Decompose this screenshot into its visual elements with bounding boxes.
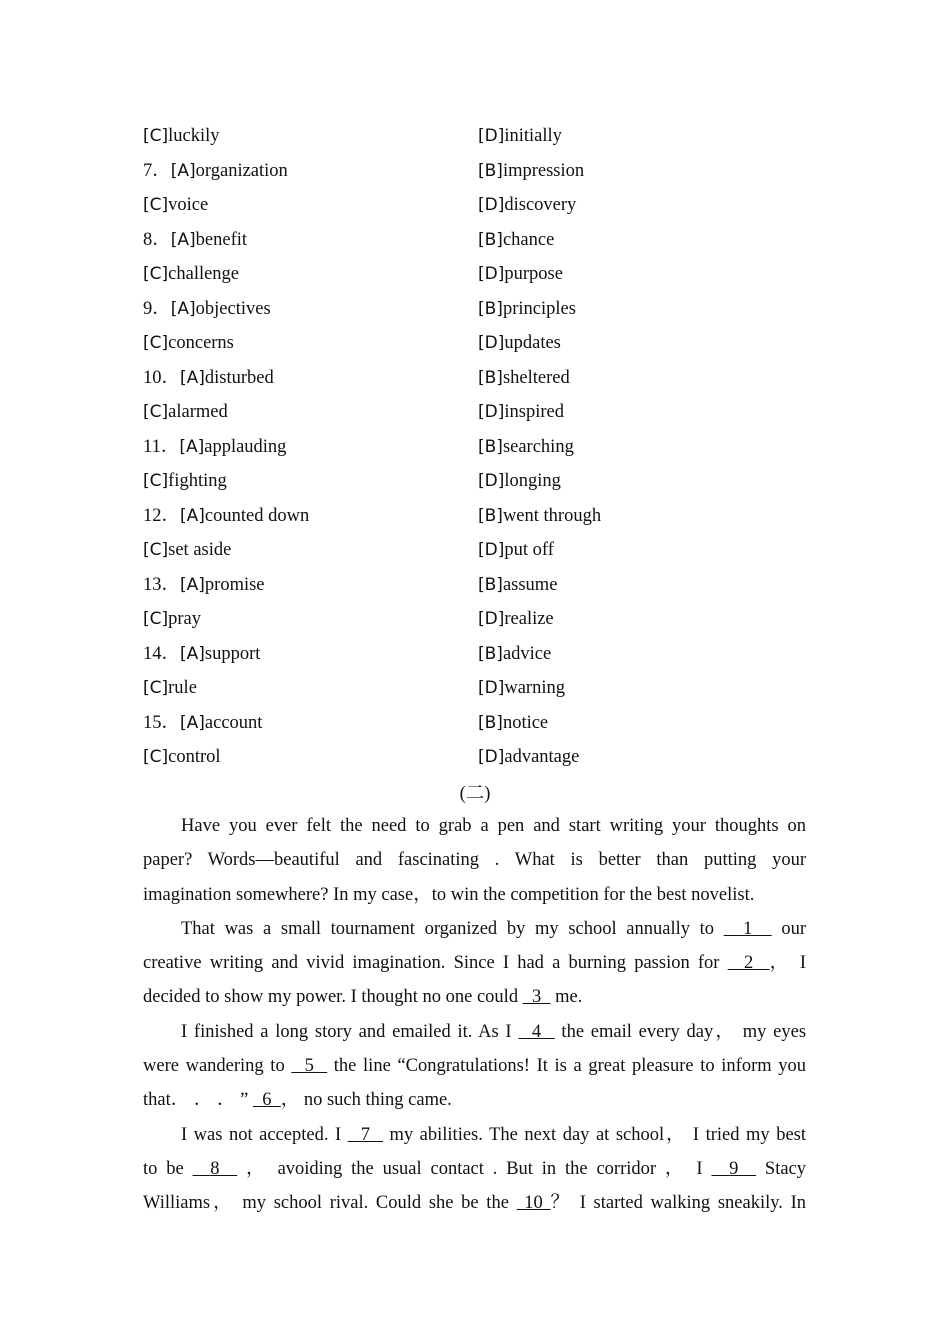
option-right bbox=[478, 260, 563, 288]
option-text: fighting bbox=[168, 471, 227, 491]
question-number: 12． bbox=[143, 505, 181, 526]
option-left bbox=[143, 640, 260, 668]
option-text: account bbox=[204, 712, 263, 733]
option-right bbox=[478, 295, 576, 323]
answer-blank bbox=[711, 1159, 756, 1179]
answer-blank bbox=[291, 1056, 327, 1076]
text-segment: were wandering to bbox=[143, 1056, 292, 1077]
option-left bbox=[143, 295, 271, 323]
option-right bbox=[478, 743, 579, 771]
option-row bbox=[143, 122, 813, 157]
option-text: notice bbox=[502, 712, 549, 733]
option-letter: [B] bbox=[478, 436, 503, 457]
paragraph bbox=[143, 1017, 806, 1120]
option-row bbox=[143, 260, 813, 295]
option-text: disturbed bbox=[204, 367, 274, 388]
question-number: 7． bbox=[143, 160, 171, 181]
option-text: sheltered bbox=[502, 367, 570, 388]
answer-blank bbox=[253, 1090, 281, 1110]
option-text: advice bbox=[502, 643, 552, 664]
section-title: (二) bbox=[459, 784, 491, 804]
option-right bbox=[478, 122, 562, 150]
option-letter: [A] bbox=[179, 436, 205, 457]
option-letter: [C] bbox=[143, 333, 169, 353]
option-row bbox=[143, 329, 813, 364]
text-line bbox=[143, 880, 806, 914]
option-row bbox=[143, 467, 813, 502]
option-letter: [A] bbox=[170, 229, 196, 250]
text-line bbox=[143, 1120, 806, 1154]
question-number: 15． bbox=[143, 712, 181, 733]
option-letter: [B] bbox=[478, 505, 503, 526]
answer-blank bbox=[517, 1193, 551, 1213]
option-letter: [C] bbox=[143, 126, 169, 146]
option-left bbox=[143, 191, 208, 219]
option-text: challenge bbox=[168, 264, 240, 284]
option-text: searching bbox=[502, 436, 574, 457]
option-letter: [C] bbox=[143, 402, 169, 422]
option-text: support bbox=[204, 643, 261, 664]
text-segment: decided to show my power. I thought no one could bbox=[143, 987, 523, 1008]
answer-blank bbox=[193, 1159, 238, 1179]
text-segment: that． ． ． ” bbox=[143, 1090, 253, 1111]
answer-blank bbox=[518, 1022, 554, 1042]
option-left bbox=[143, 605, 201, 633]
option-letter: [B] bbox=[478, 298, 503, 319]
text-segment: ， avoiding the usual contact . But in the corridor ， I bbox=[237, 1158, 712, 1179]
option-text: put off bbox=[504, 540, 554, 560]
option-letter: [D] bbox=[478, 678, 505, 698]
option-right bbox=[478, 640, 551, 668]
option-left bbox=[143, 709, 262, 737]
option-text: impression bbox=[502, 160, 585, 181]
option-left bbox=[143, 467, 227, 495]
option-letter: [D] bbox=[478, 333, 505, 353]
text-segment: the email every day， my eyes bbox=[554, 1021, 807, 1042]
option-row bbox=[143, 226, 813, 261]
option-letter: [B] bbox=[478, 643, 503, 664]
option-row bbox=[143, 191, 813, 226]
text-segment: Stacy bbox=[756, 1158, 807, 1179]
option-text: discovery bbox=[504, 195, 577, 215]
text-segment: creative writing and vivid imagination. Since I had a burning passion for bbox=[143, 953, 728, 974]
text-segment: the line “Congratulations! It is a great pleasure to inform you bbox=[327, 1056, 807, 1077]
option-left bbox=[143, 260, 239, 288]
text-segment: imagination somewhere? In my case，to win the competition for the best novelist. bbox=[143, 884, 755, 905]
option-left bbox=[143, 674, 197, 702]
blank-number: 7 bbox=[360, 1124, 370, 1145]
option-text: luckily bbox=[168, 126, 220, 146]
option-right bbox=[478, 571, 557, 599]
option-letter: [C] bbox=[143, 747, 169, 767]
option-letter: [A] bbox=[180, 505, 205, 526]
option-row bbox=[143, 709, 813, 744]
option-text: chance bbox=[502, 229, 555, 250]
option-right bbox=[478, 157, 584, 185]
option-text: set aside bbox=[168, 540, 232, 560]
option-text: control bbox=[168, 747, 221, 767]
blank-number: 5 bbox=[304, 1056, 314, 1077]
option-text: alarmed bbox=[168, 402, 228, 422]
blank-number: 4 bbox=[531, 1021, 542, 1042]
option-text: concerns bbox=[168, 333, 234, 353]
text-segment: our bbox=[771, 918, 806, 939]
text-segment: ？ I started walking sneakily. In bbox=[550, 1193, 807, 1214]
option-text: objectives bbox=[195, 298, 271, 319]
option-left bbox=[143, 743, 221, 771]
option-left bbox=[143, 571, 265, 599]
option-letter: [D] bbox=[478, 471, 505, 491]
option-text: benefit bbox=[195, 229, 248, 250]
blank-number: 1 bbox=[743, 918, 753, 939]
option-letter: [C] bbox=[143, 195, 169, 215]
text-segment: me. bbox=[550, 987, 583, 1008]
paragraph bbox=[143, 1120, 806, 1223]
text-line bbox=[143, 845, 806, 879]
option-row bbox=[143, 536, 813, 571]
option-letter: [A] bbox=[180, 712, 205, 733]
option-right bbox=[478, 709, 548, 737]
option-right bbox=[478, 191, 576, 219]
text-line bbox=[143, 1154, 806, 1188]
option-left bbox=[143, 536, 231, 564]
option-left bbox=[143, 364, 274, 392]
text-line bbox=[143, 1085, 806, 1119]
text-line bbox=[143, 811, 806, 845]
option-row bbox=[143, 605, 813, 640]
text-line bbox=[143, 914, 806, 948]
option-letter: [C] bbox=[143, 264, 169, 284]
option-text: counted down bbox=[204, 505, 310, 526]
text-segment: to be bbox=[143, 1158, 193, 1179]
option-text: warning bbox=[504, 678, 565, 698]
blank-number: 9 bbox=[729, 1158, 739, 1179]
answer-blank bbox=[728, 953, 770, 973]
option-text: longing bbox=[504, 471, 561, 491]
question-number: 13． bbox=[143, 574, 181, 595]
text-line bbox=[143, 1017, 806, 1051]
option-letter: [A] bbox=[170, 298, 196, 319]
option-text: voice bbox=[168, 195, 209, 215]
blank-number: 3 bbox=[531, 987, 542, 1008]
option-left bbox=[143, 502, 309, 530]
blank-number: 10 bbox=[524, 1193, 543, 1214]
option-letter: [D] bbox=[478, 126, 505, 146]
text-line bbox=[143, 1051, 806, 1085]
question-number: 10． bbox=[143, 367, 181, 388]
option-text: advantage bbox=[504, 747, 580, 767]
option-letter: [D] bbox=[478, 264, 505, 284]
option-letter: [D] bbox=[478, 402, 505, 422]
option-left bbox=[143, 433, 286, 461]
text-segment: paper? Words—beautiful and fascinating . What is better than putting your bbox=[143, 850, 806, 871]
option-letter: [C] bbox=[143, 540, 169, 560]
text-segment: Have you ever felt the need to grab a pen and start writing your thoughts on bbox=[181, 816, 806, 836]
question-number: 14． bbox=[143, 643, 181, 664]
option-text: applauding bbox=[204, 436, 287, 457]
option-row bbox=[143, 364, 813, 399]
text-line bbox=[143, 1188, 806, 1222]
option-text: pray bbox=[168, 609, 202, 629]
option-right bbox=[478, 364, 570, 392]
text-line bbox=[143, 948, 806, 982]
option-right bbox=[478, 467, 561, 495]
blank-number: 6 bbox=[262, 1090, 272, 1111]
option-right bbox=[478, 536, 554, 564]
option-left bbox=[143, 398, 228, 426]
option-text: went through bbox=[502, 505, 602, 526]
option-letter: [B] bbox=[478, 229, 503, 250]
option-text: realize bbox=[504, 609, 554, 629]
answer-blank bbox=[348, 1125, 383, 1145]
option-letter: [B] bbox=[478, 712, 503, 733]
text-segment: Williams， my school rival. Could she be the bbox=[143, 1193, 517, 1214]
option-right bbox=[478, 605, 554, 633]
question-number: 8． bbox=[143, 229, 171, 250]
text-segment: That was a small tournament organized by my school annually to bbox=[181, 918, 724, 939]
text-line bbox=[143, 982, 806, 1016]
option-letter: [A] bbox=[180, 643, 205, 664]
blank-number: 8 bbox=[210, 1158, 220, 1179]
answer-blank bbox=[724, 919, 772, 939]
option-left bbox=[143, 329, 234, 357]
blank-number: 2 bbox=[744, 953, 754, 974]
question-number: 11． bbox=[143, 436, 180, 457]
option-letter: [A] bbox=[170, 160, 196, 181]
option-right bbox=[478, 398, 564, 426]
option-right bbox=[478, 502, 601, 530]
paragraph bbox=[143, 914, 806, 1017]
paragraph bbox=[143, 811, 806, 914]
option-left bbox=[143, 122, 220, 150]
option-letter: [B] bbox=[478, 574, 503, 595]
option-text: promise bbox=[204, 574, 265, 595]
option-letter: [C] bbox=[143, 471, 169, 491]
option-row bbox=[143, 571, 813, 606]
option-letter: [C] bbox=[143, 609, 169, 629]
option-row bbox=[143, 674, 813, 709]
option-letter: [D] bbox=[478, 540, 505, 560]
option-letter: [D] bbox=[478, 747, 505, 767]
option-text: updates bbox=[504, 333, 561, 353]
cloze-passage bbox=[143, 811, 806, 1223]
option-row bbox=[143, 502, 813, 537]
option-text: initially bbox=[504, 126, 562, 146]
option-letter: [D] bbox=[478, 195, 505, 215]
option-row bbox=[143, 743, 813, 778]
option-left bbox=[143, 157, 288, 185]
text-segment: ， no such thing came. bbox=[280, 1090, 452, 1111]
option-row bbox=[143, 433, 813, 468]
option-right bbox=[478, 674, 565, 702]
option-letter: [A] bbox=[180, 574, 205, 595]
text-segment: ， I bbox=[769, 953, 806, 974]
text-segment: my abilities. The next day at school， I tried my best bbox=[383, 1124, 806, 1145]
option-text: assume bbox=[502, 574, 558, 595]
option-letter: [B] bbox=[478, 367, 503, 388]
option-row bbox=[143, 295, 813, 330]
option-letter: [D] bbox=[478, 609, 505, 629]
option-right bbox=[478, 226, 554, 254]
option-letter: [A] bbox=[180, 367, 205, 388]
option-letter: [B] bbox=[478, 160, 503, 181]
option-left bbox=[143, 226, 247, 254]
option-letter: [C] bbox=[143, 678, 169, 698]
option-text: inspired bbox=[504, 402, 564, 422]
answer-blank bbox=[523, 987, 551, 1007]
option-right bbox=[478, 329, 561, 357]
text-segment: I was not accepted. I bbox=[181, 1124, 348, 1145]
option-right bbox=[478, 433, 574, 461]
option-text: principles bbox=[502, 298, 576, 319]
option-row bbox=[143, 398, 813, 433]
option-row bbox=[143, 640, 813, 675]
option-text: rule bbox=[168, 678, 197, 698]
option-text: purpose bbox=[504, 264, 563, 284]
option-row bbox=[143, 157, 813, 192]
option-text: organization bbox=[195, 160, 288, 181]
question-number: 9． bbox=[143, 298, 171, 319]
answer-options bbox=[143, 122, 813, 778]
text-segment: I finished a long story and emailed it. As I bbox=[181, 1021, 519, 1042]
